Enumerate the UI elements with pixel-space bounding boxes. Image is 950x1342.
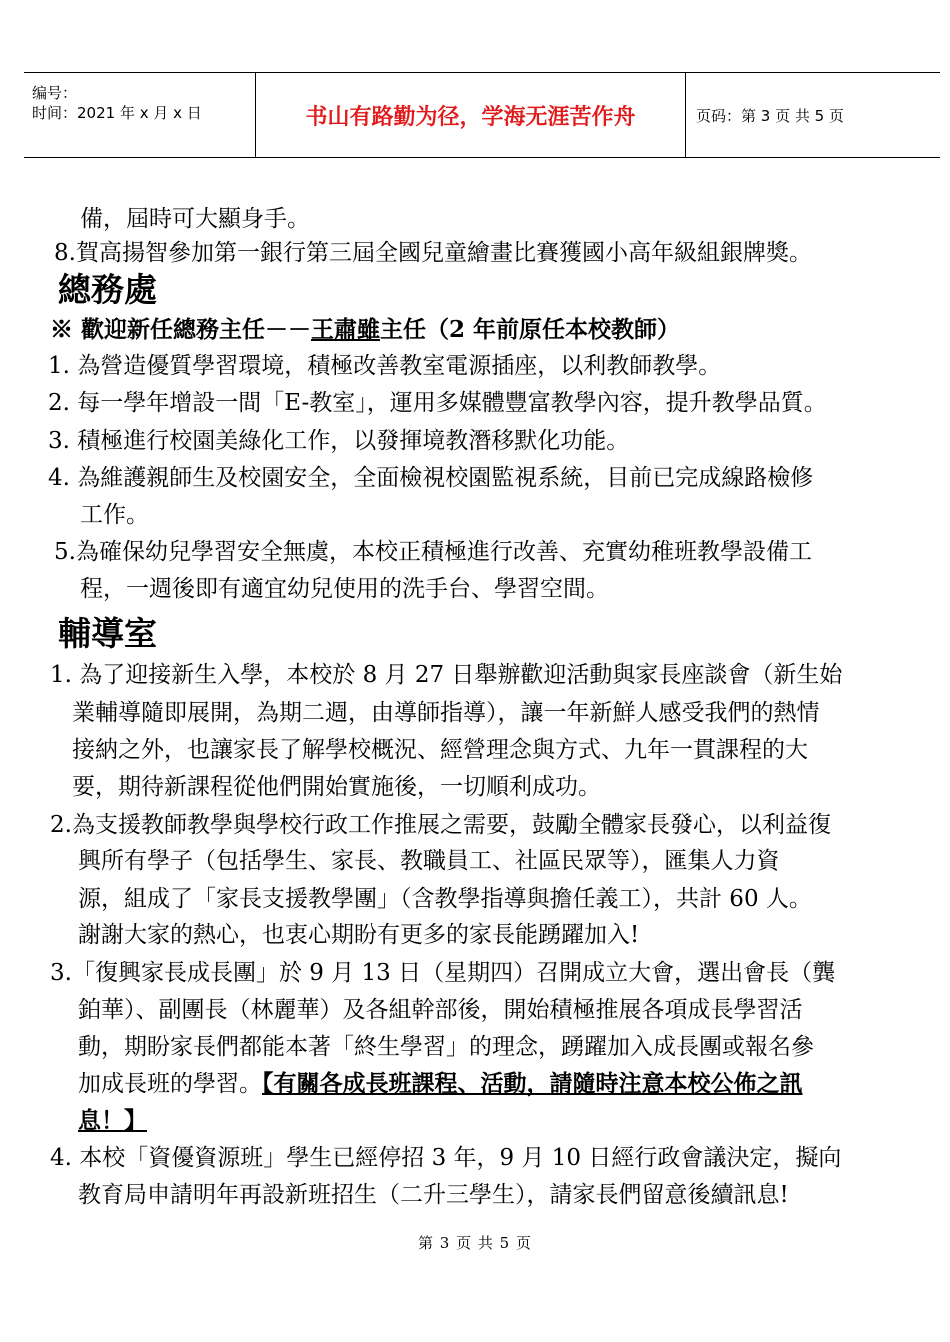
time-label: 时间：2021 年 x 月 x 日	[32, 104, 202, 122]
notice-text: 【有關各成長班課程、活動，請隨時注意本校公佈之訊	[262, 1070, 803, 1097]
text-line: 工作。	[80, 502, 149, 528]
list-item: 2. 每一學年增設一間「E-教室」，運用多媒體豐富教學內容，提升教學品質。	[48, 390, 827, 416]
list-item: 1. 為了迎接新生入學，本校於 8 月 27 日舉辦歡迎活動與家長座談會（新生始	[50, 662, 843, 688]
code-label: 编号：	[32, 84, 78, 102]
page-footer: 第 3 页 共 5 页	[418, 1234, 532, 1252]
header-meta	[24, 73, 256, 157]
section-heading-general-affairs: 總務處	[58, 270, 157, 309]
section-heading-counseling: 輔導室	[58, 614, 157, 653]
director-name: 王肅雖	[311, 316, 381, 343]
list-item: 3.「復興家長成長團」於 9 月 13 日（星期四）召開成立大會，選出會長（龔	[50, 960, 836, 986]
text-segment: 加成長班的學習。	[78, 1071, 262, 1097]
list-item: 5.為確保幼兒學習安全無虞，本校正積極進行改善、充實幼稚班教學設備工	[54, 539, 812, 565]
text-line: 鉑華）、副團長（林麗華）及各組幹部後，開始積極推展各項成長學習活	[78, 997, 803, 1023]
text-line: 業輔導隨即展開，為期二週，由導師指導），讓一年新鮮人感受我們的熱情	[72, 700, 820, 726]
text-line: 備，屆時可大顯身手。	[80, 206, 310, 232]
header-page-label: 页码：第 3 页 共 5 页	[696, 106, 844, 125]
text-line: 興所有學子（包括學生、家長、教職員工、社區民眾等），匯集人力資	[78, 848, 780, 874]
text-line: 程，一週後即有適宜幼兒使用的洗手台、學習空間。	[80, 576, 609, 602]
list-item: 2.為支援教師教學與學校行政工作推展之需要，鼓勵全體家長發心，以利益復	[50, 812, 831, 838]
list-item: 4. 本校「資優資源班」學生已經停招 3 年，9 月 10 日經行政會議決定，擬向	[50, 1145, 842, 1171]
text-line: 源，組成了「家長支援教學團」（含教學指導與擔任義工），共計 60 人。	[78, 886, 812, 912]
text-line: 8.賀高揚智參加第一銀行第三屆全國兒童繪畫比賽獲國小高年級組銀牌獎。	[54, 240, 812, 266]
document-header	[24, 72, 940, 158]
welcome-text-end: 主任（2 年前原任本校教師）	[380, 316, 681, 343]
text-line	[78, 1069, 803, 1099]
list-item: 1. 為營造優質學習環境，積極改善教室電源插座，以利教師教學。	[48, 353, 722, 379]
text-line: 要，期待新課程從他們開始實施後，一切順利成功。	[72, 774, 601, 800]
text-line: 接納之外，也讓家長了解學校概況、經營理念與方式、九年一貫課程的大	[72, 737, 808, 763]
welcome-text: ※ 歡迎新任總務主任－－	[50, 316, 312, 343]
list-item: 4. 為維護親師生及校園安全，全面檢視校園監視系統，目前已完成線路檢修	[48, 465, 814, 491]
welcome-line	[50, 315, 680, 345]
list-item: 3. 積極進行校園美綠化工作，以發揮境教潛移默化功能。	[48, 428, 630, 454]
text-line: 教育局申請明年再設新班招生（二升三學生），請家長們留意後續訊息!	[78, 1182, 789, 1208]
notice-text-tail: 息！】	[78, 1107, 147, 1134]
notice-text-end	[78, 1106, 147, 1136]
text-line: 謝謝大家的熱心，也衷心期盼有更多的家長能踴躍加入!	[78, 922, 640, 948]
text-line: 動，期盼家長們都能本著「終生學習」的理念，踴躍加入成長團或報名參	[78, 1034, 814, 1060]
header-motto: 书山有路勤为径，学海无涯苦作舟	[256, 73, 686, 157]
